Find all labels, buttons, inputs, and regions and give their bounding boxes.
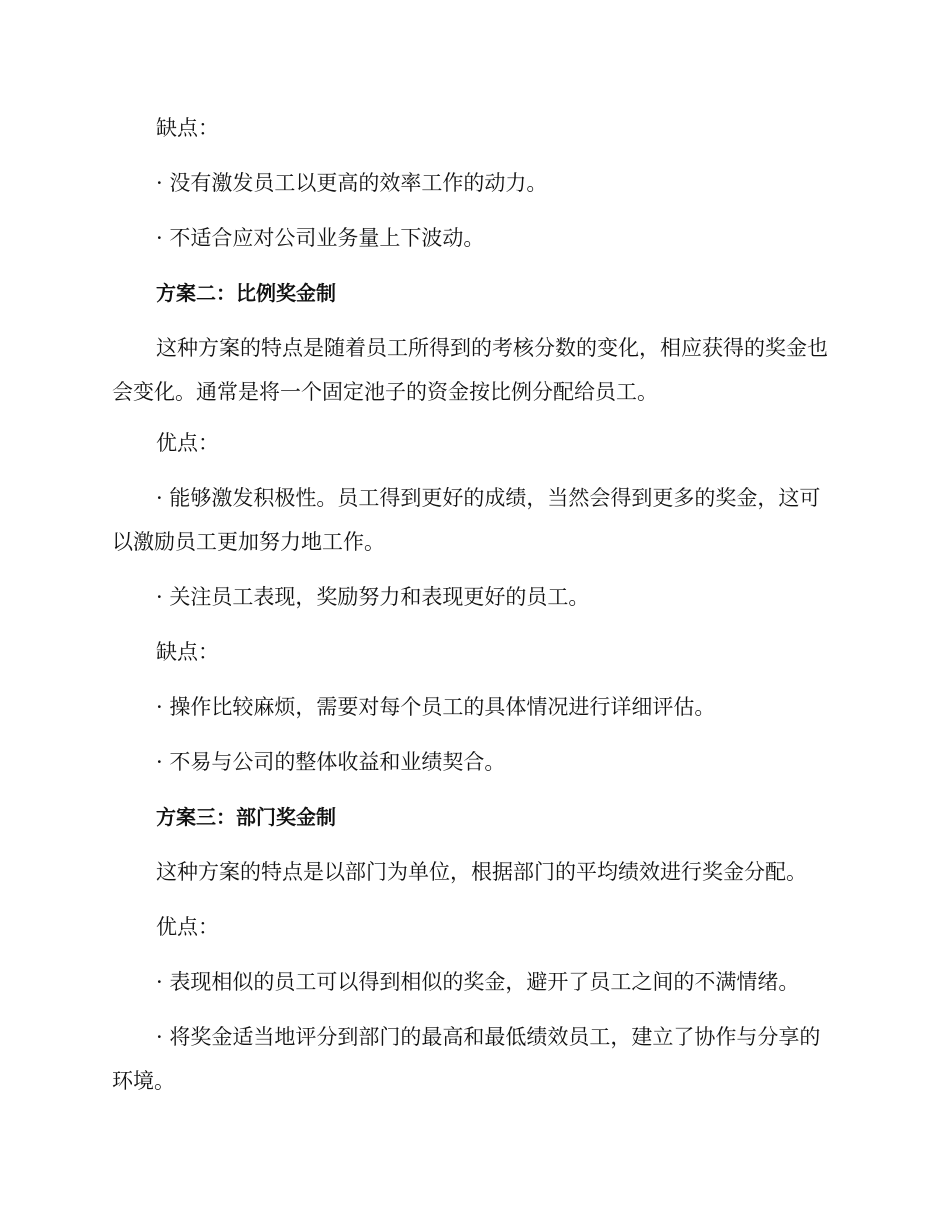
cons-label-2: 缺点：	[156, 640, 219, 664]
pros-label-1: 优点：	[156, 431, 219, 455]
body-paragraph: 这种方案的特点是随着员工所得到的考核分数的变化，相应获得的奖金也会变化。通常是将一个固定池子的资金按比例分配给员工。	[112, 336, 828, 404]
bullet-item: · 关注员工表现，奖励努力和表现更好的员工。	[156, 585, 590, 609]
bullet-item: · 不适合应对公司业务量上下波动。	[156, 226, 485, 250]
bullet-item: · 操作比较麻烦，需要对每个员工的具体情况进行详细评估。	[156, 695, 716, 719]
section-heading-plan-2: 方案二：比例奖金制	[156, 281, 336, 305]
bullet-item: · 不易与公司的整体收益和业绩契合。	[156, 750, 506, 774]
cons-label-1: 缺点：	[156, 116, 219, 140]
bullet-item: · 能够激发积极性。员工得到更好的成绩，当然会得到更多的奖金，这可以激励员工更加努力地工作。	[112, 486, 821, 554]
bullet-item: · 没有激发员工以更高的效率工作的动力。	[156, 171, 548, 195]
section-heading-plan-3: 方案三：部门奖金制	[156, 805, 336, 829]
bullet-item: · 表现相似的员工可以得到相似的奖金，避开了员工之间的不满情绪。	[156, 970, 800, 994]
body-paragraph: 这种方案的特点是以部门为单位，根据部门的平均绩效进行奖金分配。	[156, 860, 807, 884]
bullet-item: · 将奖金适当地评分到部门的最高和最低绩效员工，建立了协作与分享的环境。	[112, 1025, 821, 1093]
pros-label-2: 优点：	[156, 915, 219, 939]
